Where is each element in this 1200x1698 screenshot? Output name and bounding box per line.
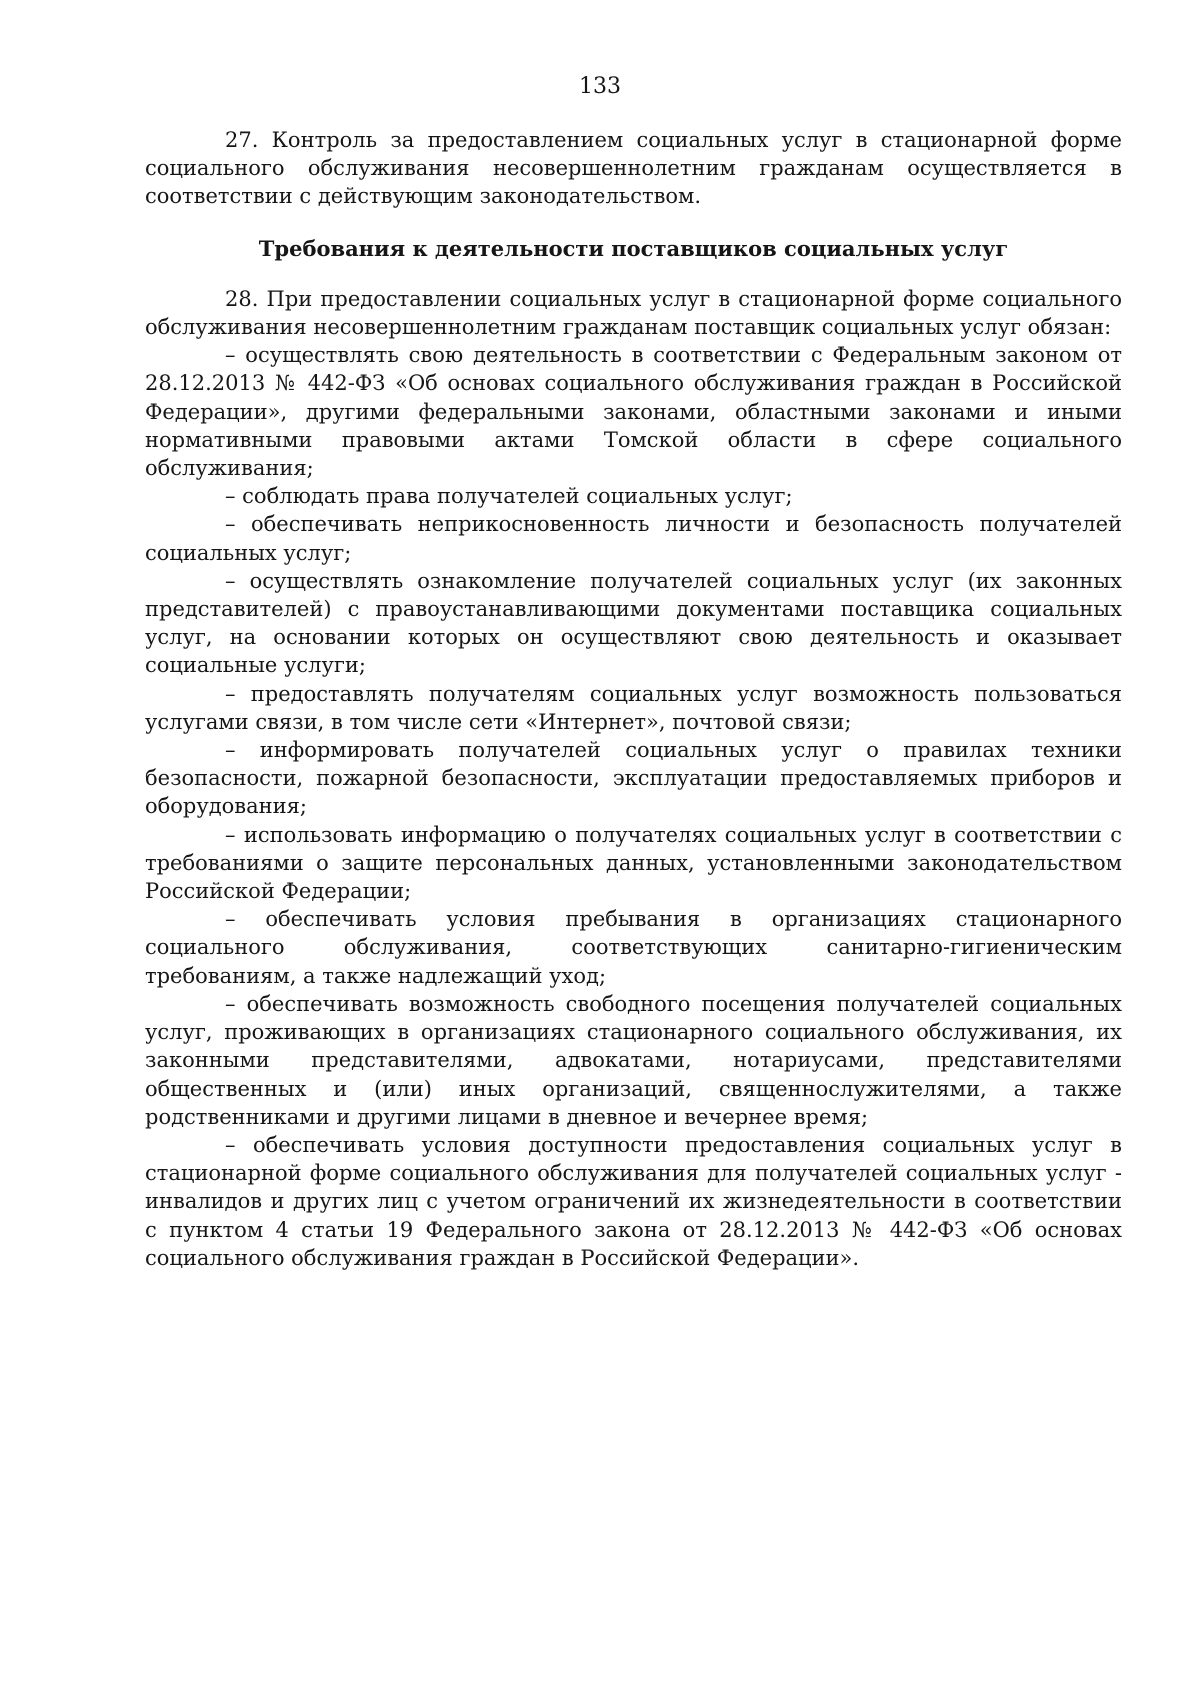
obligation-item: – осуществлять свою деятельность в соответствии с Федеральным законом от 28.12.2013 № 442-ФЗ «Об основах социального обслуживания граждан в Российской Федерации», другими федеральными законами, областными законами и иными нормативными правовыми актами Томской области в сфере социального обслуживания; (145, 343, 1122, 481)
paragraph-28: 28. При предоставлении социальных услуг в стационарной форме социального обслуживания несовершеннолетним гражданам поставщик социальных услуг обязан: (145, 286, 1122, 340)
page-number: 133 (579, 74, 621, 99)
document-body (145, 126, 1122, 1272)
obligation-item: – использовать информацию о получателях социальных услуг в соответствии с требованиями о защите персональных данных, установленными законодательством Российской Федерации; (145, 822, 1122, 904)
obligation-item: – информировать получателей социальных услуг о правилах техники безопасности, пожарной безопасности, эксплуатации предоставляемых приборов и оборудования; (145, 738, 1122, 819)
obligation-item: – осуществлять ознакомление получателей социальных услуг (их законных представителей) с правоустанавливающими документами поставщика социальных услуг, на основании которых он осуществляют свою деятельность и оказывает социальные услуги; (145, 568, 1122, 678)
obligation-item: – обеспечивать условия пребывания в организациях стационарного социального обслуживания, соответствующих санитарно-гигиеническим требованиям, а также надлежащий уход; (145, 907, 1122, 988)
obligation-item: – обеспечивать неприкосновенность личности и безопасность получателей социальных услуг; (145, 512, 1122, 565)
obligation-item: – обеспечивать возможность свободного посещения получателей социальных услуг, проживающих в организациях стационарного социального обслуживания, их законными представителями, адвокатами, нотариусами, представителями общественных и (или) иных организаций, священнослужителями, а также родственниками и другими лицами в дневное и вечернее время; (145, 991, 1122, 1129)
obligation-item: – соблюдать права получателей социальных услуг; (225, 484, 793, 509)
obligation-item: – предоставлять получателям социальных услуг возможность пользоваться услугами связи, в том числе сети «Интернет», почтовой связи; (145, 681, 1122, 734)
section-heading: Требования к деятельности поставщиков социальных услуг (258, 235, 1009, 261)
obligation-item: – обеспечивать условия доступности предоставления социальных услуг в стационарной форме социального обслуживания для получателей социальных услуг - инвалидов и других лиц с учетом ограничений их жизнедеятельности в соответствии с пунктом 4 статьи 19 Федерального закона от 28.12.2013 № 442-ФЗ «Об основах социального обслуживания граждан в Российской Федерации». (145, 1132, 1122, 1270)
paragraph-27: 27. Контроль за предоставлением социальных услуг в стационарной форме социального обслуживания несовершеннолетним гражданам осуществляется в соответствии с действующим законодательством. (145, 128, 1122, 209)
